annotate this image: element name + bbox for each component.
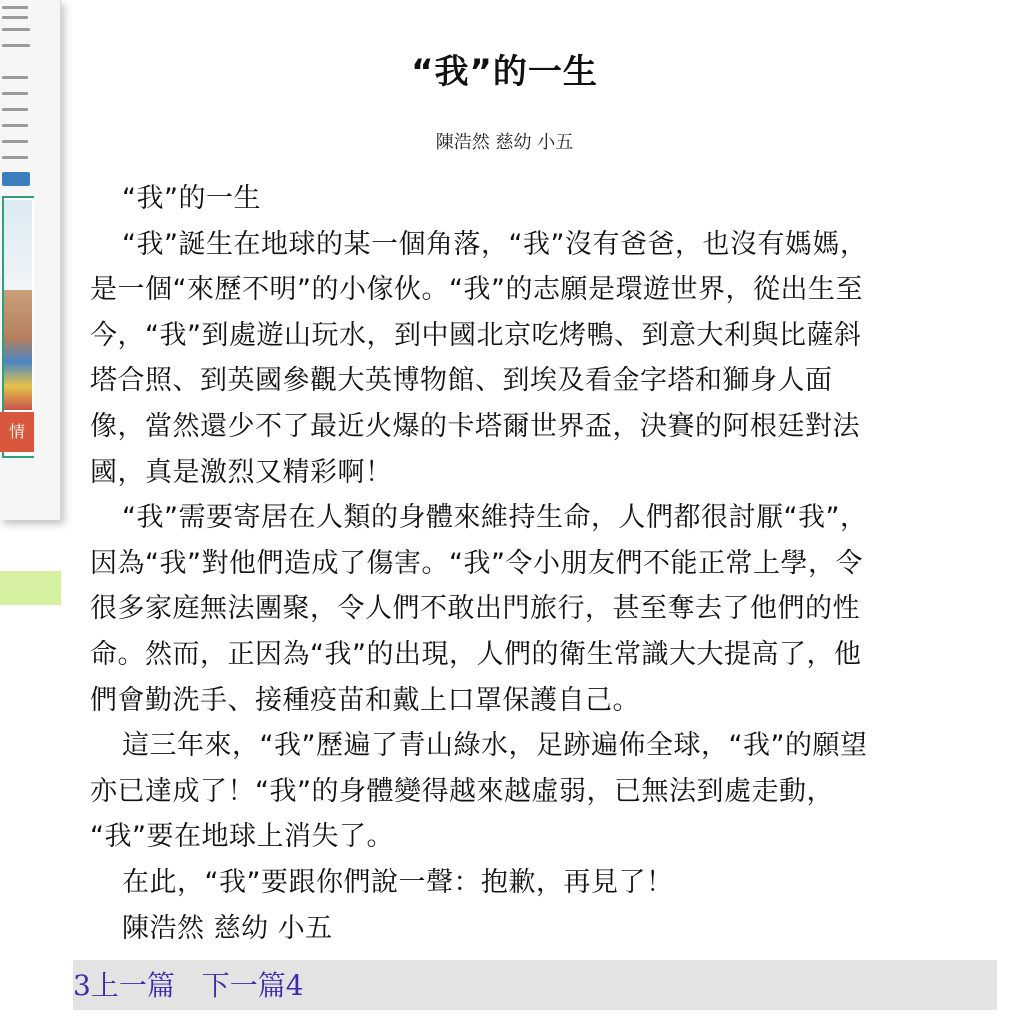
thumb-photo-sky [4,200,32,290]
thumb-text-line [2,16,28,19]
article-line: “我”的一生 [122,183,261,214]
article-line: “我”需要寄居在人類的身體來維持生命，人們都很討厭“我”， [122,502,868,534]
article-line: 像，當然還少不了最近火爆的卡塔爾世界盃，決賽的阿根廷對法 [90,410,860,442]
article-line: “我”要在地球上消失了。 [90,821,394,853]
article-line: 今，“我”到處遊山玩水，到中國北京吃烤鴨、到意大利與比薩斜 [90,319,862,351]
article-line: 是一個“來歷不明”的小傢伙。“我”的志願是環遊世界，從出生至 [90,274,863,306]
thumb-text-line [2,124,28,127]
thumb-badge [2,172,30,186]
article-line: 因為“我”對他們造成了傷害。“我”令小朋友們不能正常上學，令 [90,547,863,579]
article-body [90,176,970,951]
article-line: 很多家庭無法團聚，令人們不敢出門旅行，甚至奪去了他們的性 [90,593,860,625]
article-line: “我”誕生在地球的某一個角落，“我”沒有爸爸，也沒有媽媽， [122,228,868,260]
thumb-text-line [2,6,28,9]
thumb-text-line [2,28,30,31]
thumb-red-tag: 情 [0,412,34,452]
author-line: 陳浩然 慈幼 小五 [435,132,574,153]
article-line: 陳浩然 慈幼 小五 [122,912,333,944]
green-highlight-bar [0,571,61,605]
article-line: 國，真是激烈又精彩啊！ [90,456,393,488]
thumb-text-line [2,108,28,111]
article-line: 在此，“我”要跟你們說一聲：抱歉，再見了！ [122,866,674,898]
article-nav-bar [73,960,997,1010]
page-title: “我”的一生 [411,52,598,92]
next-article-link[interactable]: 下一篇4 [201,969,304,1002]
thumb-photo-building [4,290,32,410]
article-line: 亦已達成了！“我”的身體變得越來越虛弱，已無法到處走動， [90,775,834,807]
previous-article-link[interactable]: 3上一篇 [73,969,175,1002]
article-line: 命。然而，正因為“我”的出現，人們的衛生常識大大提高了，他 [90,638,862,670]
thumb-text-line [2,156,28,159]
article-line: 塔合照、到英國參觀大英博物館、到埃及看金字塔和獅身人面 [90,365,833,397]
article-line: 這三年來，“我”歷遍了青山綠水，足跡遍佈全球，“我”的願望 [122,730,868,762]
article-line: 們會勤洗手、接種疫苗和戴上口罩保護自己。 [90,684,640,716]
